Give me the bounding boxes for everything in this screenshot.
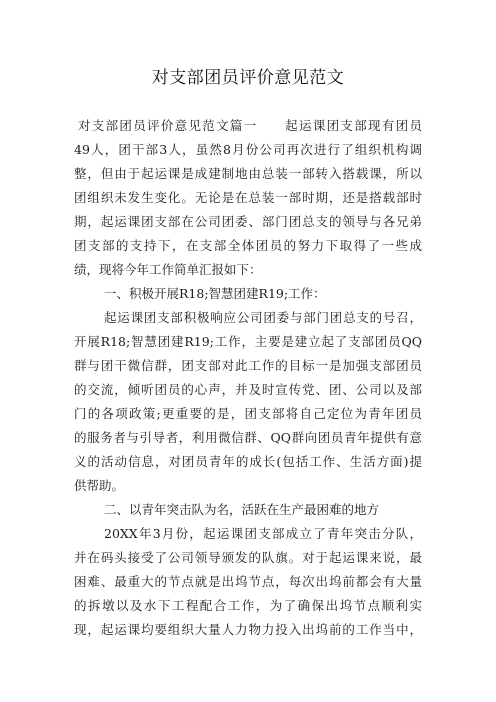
paragraph-line: 期，起运课团支部在公司团委、部门团总支的领导与各兄弟: [74, 214, 422, 229]
paragraph-line: 的拆墩以及水下工程配合工作，为了确保出坞节点顺利实: [74, 598, 422, 613]
paragraph-line: 供帮助。: [74, 478, 125, 493]
paragraph-line: 开展R18;智慧团建R19;工作，主要是建立起了支部团员QQ: [74, 334, 422, 349]
paragraph-line: 整，但由于起运课是成建制地由总装一部转入搭载课，所以: [74, 166, 422, 181]
section-heading: 一、积极开展R18;智慧团建R19;工作：: [104, 286, 326, 301]
paragraph-line: 20XX年3月份，起运课团支部成立了青年突击分队，: [104, 526, 422, 541]
section-heading: 二、以青年突击队为名，活跃在生产最困难的地方: [104, 502, 380, 517]
paragraph-line: 团组织未发生变化。无论是在总装一部时期，还是搭载部时: [74, 190, 422, 205]
paragraph-line: 49人，团干部3人，虽然8月份公司再次进行了组织机构调: [74, 142, 422, 157]
paragraph-line: 的交流，倾听团员的心声，并及时宣传党、团、公司以及部: [74, 382, 422, 397]
paragraph-line: 现，起运课均要组织大量人力物力投入出坞前的工作当中，: [74, 622, 422, 637]
paragraph-line: 门的各项政策;更重要的是，团支部将自己定位为青年团员: [74, 406, 422, 421]
paragraph-line: 绩，现将今年工作简单汇报如下：: [74, 262, 262, 277]
paragraph-line: 困难、最重大的节点就是出坞节点，每次出坞前都会有大量: [74, 574, 422, 589]
paragraph-line: 群与团干微信群，团支部对此工作的目标一是加强支部团员: [74, 358, 422, 373]
paragraph-line: 对支部团员评价意见范文篇一 起运课团支部现有团员: [78, 118, 422, 133]
paragraph-line: 并在码头接受了公司领导颁发的队旗。对于起运课来说，最: [74, 550, 422, 565]
paragraph-line: 义的活动信息，对团员青年的成长(包括工作、生活方面)提: [74, 454, 422, 469]
document-title: 对支部团员评价意见范文: [151, 68, 345, 88]
paragraph-line: 团支部的支持下，在支部全体团员的努力下取得了一些成: [74, 238, 422, 253]
paragraph-line: 起运课团支部积极响应公司团委与部门团总支的号召，: [104, 310, 422, 325]
paragraph-line: 的服务者与引导者，利用微信群、QQ群向团员青年提供有意: [74, 430, 422, 445]
